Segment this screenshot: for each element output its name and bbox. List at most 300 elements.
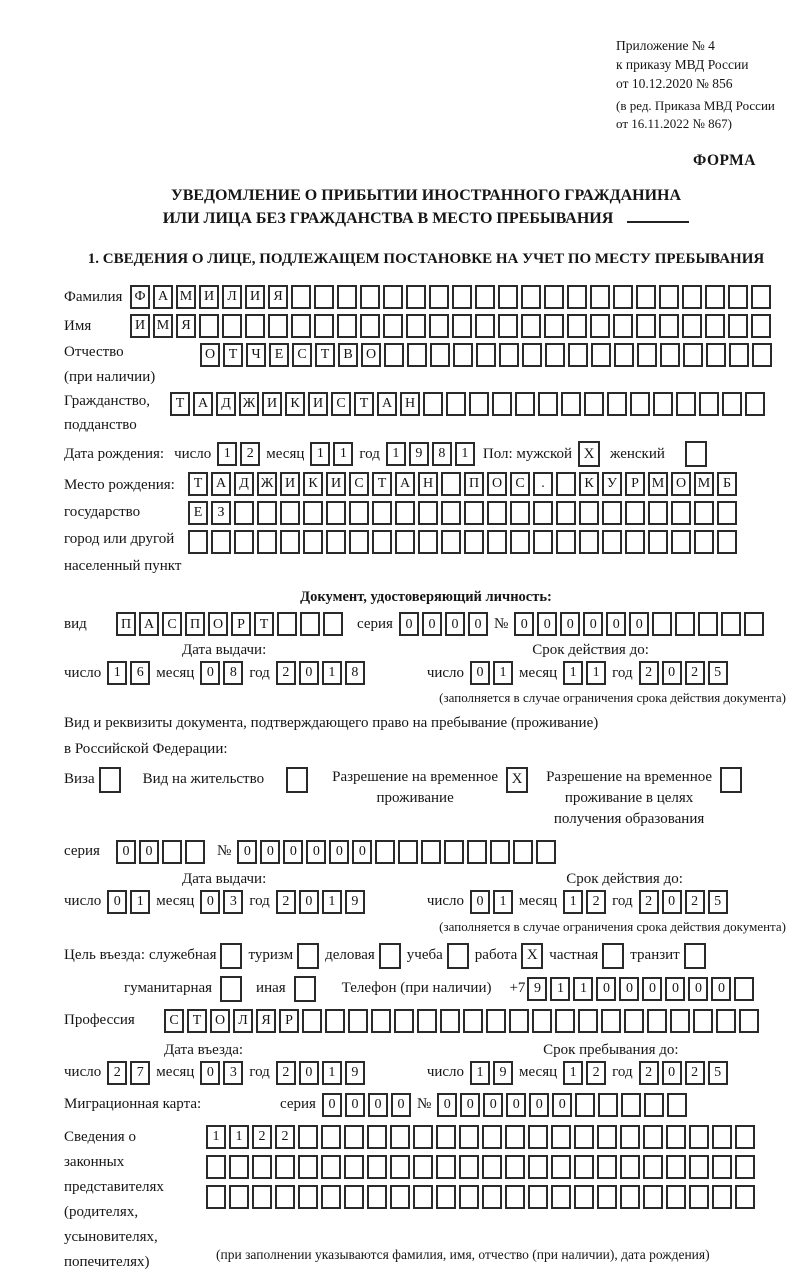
char-cell <box>545 343 565 367</box>
id-doc-issue-date: число 1 6 месяц 0 8 год 2 0 1 8 <box>64 661 365 685</box>
char-cell <box>367 1125 387 1149</box>
id-expiry-year <box>639 661 728 685</box>
char-cell <box>360 285 380 309</box>
char-cell: 1 <box>206 1125 226 1149</box>
char-cell <box>463 1009 483 1033</box>
sex-female-checkbox <box>685 441 707 467</box>
char-cell <box>275 1185 295 1209</box>
char-cell: С <box>349 472 369 496</box>
char-cell <box>413 1125 433 1149</box>
char-cell: Т <box>187 1009 207 1033</box>
char-cell <box>390 1125 410 1149</box>
id-doc-number-label: № <box>493 615 509 632</box>
char-cell <box>630 392 650 416</box>
char-cell: 2 <box>240 442 260 466</box>
char-cell <box>337 285 357 309</box>
char-cell: М <box>153 314 173 338</box>
char-cell: 1 <box>455 442 475 466</box>
char-cell <box>647 1009 667 1033</box>
migration-number-boxes <box>437 1093 687 1117</box>
char-cell: 3 <box>223 1061 243 1085</box>
id-expiry-day <box>470 661 513 685</box>
char-cell <box>298 1185 318 1209</box>
purpose-humanitarian-label: гуманитарная <box>124 980 213 997</box>
char-cell <box>712 1125 732 1149</box>
id-doc-note: (заполняется в случае ограничения срока действия документа) <box>439 690 786 705</box>
char-cell <box>482 1185 502 1209</box>
id-doc-issue-title: Дата выдачи: <box>182 642 267 659</box>
char-cell: 1 <box>310 442 330 466</box>
char-cell <box>597 1155 617 1179</box>
char-cell: 0 <box>688 977 708 1001</box>
char-cell <box>675 612 695 636</box>
char-cell: 2 <box>639 1061 659 1085</box>
char-cell <box>476 343 496 367</box>
char-cell <box>298 1125 318 1149</box>
char-cell <box>578 1009 598 1033</box>
char-cell: М <box>694 472 714 496</box>
char-cell <box>666 1155 686 1179</box>
char-cell <box>556 530 576 554</box>
char-cell <box>475 285 495 309</box>
char-cell: 2 <box>276 890 296 914</box>
char-cell <box>648 501 668 525</box>
temp-residence-edu-label: Разрешение на временное проживание в целях получения образования <box>546 768 713 827</box>
char-cell: 0 <box>299 661 319 685</box>
form-title-line2: ИЛИ ЛИЦА БЕЗ ГРАЖДАНСТВА В МЕСТО ПРЕБЫВАНИЯ <box>64 207 788 230</box>
char-cell: А <box>153 285 173 309</box>
char-cell: 1 <box>386 442 406 466</box>
legal-representatives-label: Сведения о законных представителях (родителях, усыновителях, попечителях) <box>64 1128 164 1270</box>
char-cell <box>395 501 415 525</box>
char-cell: Л <box>222 285 242 309</box>
char-cell <box>744 612 764 636</box>
char-cell: Ф <box>130 285 150 309</box>
id-doc-type-boxes <box>116 612 343 636</box>
char-cell: 2 <box>586 1061 606 1085</box>
char-cell <box>694 501 714 525</box>
surname-row <box>64 285 788 309</box>
char-cell <box>413 1155 433 1179</box>
char-cell: Ж <box>257 472 277 496</box>
char-cell: В <box>338 343 358 367</box>
char-cell <box>722 392 742 416</box>
char-cell <box>441 472 461 496</box>
char-cell: С <box>510 472 530 496</box>
migration-series-boxes <box>322 1093 411 1117</box>
char-cell <box>464 530 484 554</box>
char-cell: 2 <box>685 890 705 914</box>
birth-year-boxes <box>386 442 475 466</box>
char-cell <box>579 530 599 554</box>
char-cell <box>459 1185 479 1209</box>
phone-boxes <box>527 977 754 1001</box>
form-title-line1: УВЕДОМЛЕНИЕ О ПРИБЫТИИ ИНОСТРАННОГО ГРАЖДАНИНА <box>170 187 682 205</box>
entry-day <box>107 1061 150 1085</box>
char-cell: 2 <box>639 890 659 914</box>
char-cell: О <box>210 1009 230 1033</box>
visa-option <box>64 767 121 793</box>
birth-place-boxes <box>188 472 737 554</box>
char-cell: П <box>464 472 484 496</box>
char-cell <box>349 530 369 554</box>
char-cell: Ж <box>239 392 259 416</box>
profession-row <box>64 1009 788 1033</box>
char-cell <box>574 1185 594 1209</box>
char-cell: И <box>326 472 346 496</box>
char-cell: 0 <box>399 612 419 636</box>
char-cell <box>620 1125 640 1149</box>
sex-male-checkbox: X <box>578 441 600 467</box>
char-cell <box>579 501 599 525</box>
char-cell: А <box>193 392 213 416</box>
char-cell: Т <box>354 392 374 416</box>
char-cell: С <box>331 392 351 416</box>
char-cell: 0 <box>468 612 488 636</box>
char-cell <box>372 501 392 525</box>
migration-series-label: серия <box>280 1096 316 1113</box>
char-cell <box>314 285 334 309</box>
char-cell: 1 <box>229 1125 249 1149</box>
entry-date-title: Дата въезда: <box>164 1041 244 1058</box>
char-cell <box>222 314 242 338</box>
legal-representatives-block <box>64 1125 788 1275</box>
char-cell <box>607 392 627 416</box>
char-cell <box>344 1155 364 1179</box>
char-cell <box>601 1009 621 1033</box>
char-cell <box>280 501 300 525</box>
char-cell: К <box>303 472 323 496</box>
right-doc-dates-row <box>64 890 788 914</box>
char-cell <box>716 1009 736 1033</box>
char-cell: 5 <box>708 661 728 685</box>
char-cell <box>303 501 323 525</box>
char-cell <box>268 314 288 338</box>
char-cell <box>652 612 672 636</box>
migration-card-label: Миграционная карта: <box>64 1096 202 1113</box>
char-cell: 0 <box>470 661 490 685</box>
char-cell <box>728 285 748 309</box>
char-cell: 0 <box>200 890 220 914</box>
char-cell: С <box>162 612 182 636</box>
temp-residence-label: Разрешение на временное проживание <box>332 768 499 806</box>
char-cell <box>423 392 443 416</box>
char-cell <box>751 285 771 309</box>
char-cell <box>482 1125 502 1149</box>
char-cell <box>323 612 343 636</box>
char-cell: К <box>285 392 305 416</box>
right-doc-issue-title: Дата выдачи: <box>182 870 267 887</box>
char-cell: 1 <box>550 977 570 1001</box>
char-cell <box>234 501 254 525</box>
surname-boxes <box>130 285 771 309</box>
char-cell: А <box>211 472 231 496</box>
purpose-transit-label: транзит <box>630 947 680 964</box>
char-cell <box>653 392 673 416</box>
char-cell: 1 <box>563 890 583 914</box>
char-cell: 0 <box>445 612 465 636</box>
char-cell <box>551 1185 571 1209</box>
char-cell <box>597 1125 617 1149</box>
char-cell: 1 <box>217 442 237 466</box>
right-doc-intro1: Вид и реквизиты документа, подтверждающего право на пребывание (проживание) <box>64 715 599 732</box>
char-cell: 2 <box>252 1125 272 1149</box>
char-cell: Т <box>372 472 392 496</box>
char-cell <box>499 343 519 367</box>
char-cell: 0 <box>283 840 303 864</box>
residence-permit-option <box>143 767 308 793</box>
citizenship-sublabel: подданство <box>64 417 137 434</box>
id-doc-date-titles <box>64 641 788 660</box>
char-cell <box>659 314 679 338</box>
char-cell: 0 <box>606 612 626 636</box>
id-doc-expiry-date: число 0 1 месяц 1 1 год 2 0 2 5 <box>427 661 728 685</box>
char-cell <box>735 1185 755 1209</box>
char-cell <box>544 314 564 338</box>
char-cell: 0 <box>514 612 534 636</box>
char-cell <box>533 530 553 554</box>
stay-day <box>470 1061 513 1085</box>
entry-date-group: число 2 7 месяц 0 3 год 2 0 1 9 <box>64 1061 365 1085</box>
right-doc-series-boxes <box>116 840 205 864</box>
char-cell <box>602 530 622 554</box>
birth-place-row2 <box>188 501 737 525</box>
purpose-business-label: служебная <box>148 947 217 964</box>
char-cell: С <box>292 343 312 367</box>
char-cell: Я <box>256 1009 276 1033</box>
char-cell <box>705 285 725 309</box>
char-cell: 1 <box>563 661 583 685</box>
char-cell <box>383 314 403 338</box>
char-cell <box>446 392 466 416</box>
char-cell <box>556 472 576 496</box>
char-cell: И <box>262 392 282 416</box>
char-cell: 0 <box>116 840 136 864</box>
char-cell: 9 <box>493 1061 513 1085</box>
char-cell: Т <box>188 472 208 496</box>
surname-label: Фамилия <box>64 288 123 305</box>
char-cell <box>734 977 754 1001</box>
sex-label: Пол: мужской <box>482 445 573 462</box>
char-cell <box>490 840 510 864</box>
char-cell <box>505 1125 525 1149</box>
char-cell <box>751 314 771 338</box>
char-cell <box>729 343 749 367</box>
id-doc-series-boxes <box>399 612 488 636</box>
char-cell <box>349 501 369 525</box>
char-cell <box>555 1009 575 1033</box>
char-cell <box>636 285 656 309</box>
char-cell <box>689 1185 709 1209</box>
entry-dates-row <box>64 1061 788 1085</box>
char-cell <box>521 285 541 309</box>
char-cell: 8 <box>432 442 452 466</box>
char-cell <box>625 530 645 554</box>
birth-date-row <box>64 441 788 467</box>
right-doc-date-titles <box>64 870 788 889</box>
char-cell <box>752 343 772 367</box>
char-cell: 0 <box>200 661 220 685</box>
char-cell <box>528 1185 548 1209</box>
char-cell <box>706 343 726 367</box>
char-cell <box>452 285 472 309</box>
char-cell: 1 <box>322 890 342 914</box>
char-cell: Т <box>315 343 335 367</box>
char-cell <box>728 314 748 338</box>
char-cell: Я <box>268 285 288 309</box>
char-cell: 0 <box>107 890 127 914</box>
char-cell <box>591 343 611 367</box>
char-cell <box>521 314 541 338</box>
purpose-transit-checkbox <box>684 943 706 969</box>
birth-place-row1 <box>188 472 737 496</box>
given-name-boxes <box>130 314 771 338</box>
id-doc-expiry-title: Срок действия до: <box>532 642 649 659</box>
stay-year <box>639 1061 728 1085</box>
patronymic-sublabel: (при наличии) <box>64 368 156 385</box>
char-cell <box>199 314 219 338</box>
char-cell: А <box>395 472 415 496</box>
char-cell: 1 <box>107 661 127 685</box>
char-cell: 1 <box>470 1061 490 1085</box>
sex-female-label: женский <box>610 445 665 462</box>
day-label: число <box>174 445 212 462</box>
char-cell <box>257 530 277 554</box>
char-cell: 0 <box>422 612 442 636</box>
char-cell <box>682 314 702 338</box>
char-cell: 0 <box>345 1093 365 1117</box>
char-cell <box>522 343 542 367</box>
id-doc-series-label: серия <box>357 615 393 632</box>
legal-representatives-note: (при заполнении указываются фамилия, имя, отчество (при наличии), дата рождения) <box>216 1246 710 1262</box>
char-cell: 0 <box>619 977 639 1001</box>
right-doc-intro2: в Российской Федерации: <box>64 741 228 757</box>
right-doc-series-row <box>64 840 788 864</box>
year-label: год <box>359 445 380 462</box>
char-cell <box>291 314 311 338</box>
char-cell: Н <box>418 472 438 496</box>
temp-residence-edu-checkbox <box>720 767 742 793</box>
birth-date-label: Дата рождения: <box>64 445 165 462</box>
phone-prefix: +7 <box>509 980 526 997</box>
char-cell <box>682 285 702 309</box>
char-cell <box>613 314 633 338</box>
char-cell <box>348 1009 368 1033</box>
char-cell <box>515 392 535 416</box>
char-cell: 2 <box>586 890 606 914</box>
char-cell <box>689 1125 709 1149</box>
char-cell <box>598 1093 618 1117</box>
birth-place-row3 <box>188 530 737 554</box>
right-doc-options <box>64 767 788 830</box>
char-cell <box>280 530 300 554</box>
char-cell <box>721 612 741 636</box>
char-cell <box>644 1093 664 1117</box>
char-cell <box>453 343 473 367</box>
right-expiry-day <box>470 890 513 914</box>
char-cell: 7 <box>130 1061 150 1085</box>
char-cell <box>482 1155 502 1179</box>
char-cell <box>538 392 558 416</box>
char-cell <box>551 1125 571 1149</box>
char-cell <box>698 612 718 636</box>
char-cell <box>660 343 680 367</box>
char-cell: 0 <box>529 1093 549 1117</box>
legal-row1 <box>206 1125 755 1149</box>
birth-place-block <box>64 472 788 580</box>
title-blank-underline <box>627 207 689 223</box>
char-cell <box>302 1009 322 1033</box>
purpose-label: Цель въезда: <box>64 947 145 964</box>
purpose-private-checkbox <box>602 943 624 969</box>
sex-male-label: мужской <box>516 445 573 462</box>
residence-permit-label: Вид на жительство <box>142 771 265 788</box>
char-cell: Д <box>216 392 236 416</box>
char-cell: Р <box>231 612 251 636</box>
char-cell <box>498 314 518 338</box>
char-cell: Р <box>625 472 645 496</box>
char-cell <box>325 1009 345 1033</box>
char-cell <box>436 1185 456 1209</box>
char-cell: З <box>211 501 231 525</box>
entry-month <box>200 1061 243 1085</box>
char-cell <box>528 1125 548 1149</box>
char-cell <box>739 1009 759 1033</box>
char-cell <box>544 285 564 309</box>
char-cell <box>735 1125 755 1149</box>
char-cell: О <box>671 472 691 496</box>
id-doc-number-boxes <box>514 612 764 636</box>
birth-month-boxes <box>310 442 353 466</box>
char-cell: Р <box>279 1009 299 1033</box>
char-cell <box>245 314 265 338</box>
char-cell: 2 <box>107 1061 127 1085</box>
char-cell <box>648 530 668 554</box>
char-cell <box>487 530 507 554</box>
char-cell: 2 <box>276 661 296 685</box>
char-cell: 2 <box>639 661 659 685</box>
char-cell <box>670 1009 690 1033</box>
char-cell <box>584 392 604 416</box>
char-cell: 0 <box>662 1061 682 1085</box>
char-cell <box>406 285 426 309</box>
char-cell: 0 <box>299 890 319 914</box>
char-cell <box>429 285 449 309</box>
char-cell <box>528 1155 548 1179</box>
char-cell <box>590 285 610 309</box>
char-cell <box>436 1155 456 1179</box>
char-cell <box>252 1185 272 1209</box>
char-cell <box>407 343 427 367</box>
char-cell <box>717 530 737 554</box>
purpose-business-checkbox <box>220 943 242 969</box>
char-cell <box>367 1155 387 1179</box>
patronymic-boxes <box>200 343 772 367</box>
char-cell <box>252 1155 272 1179</box>
char-cell <box>624 1009 644 1033</box>
char-cell: 0 <box>483 1093 503 1117</box>
char-cell <box>487 501 507 525</box>
temp-residence-edu-option <box>546 767 742 830</box>
char-cell <box>464 501 484 525</box>
entry-date-titles <box>64 1041 788 1060</box>
char-cell <box>372 530 392 554</box>
char-cell <box>413 1185 433 1209</box>
purpose-tourism-label: туризм <box>248 947 294 964</box>
char-cell <box>206 1155 226 1179</box>
char-cell <box>625 501 645 525</box>
char-cell: 0 <box>596 977 616 1001</box>
